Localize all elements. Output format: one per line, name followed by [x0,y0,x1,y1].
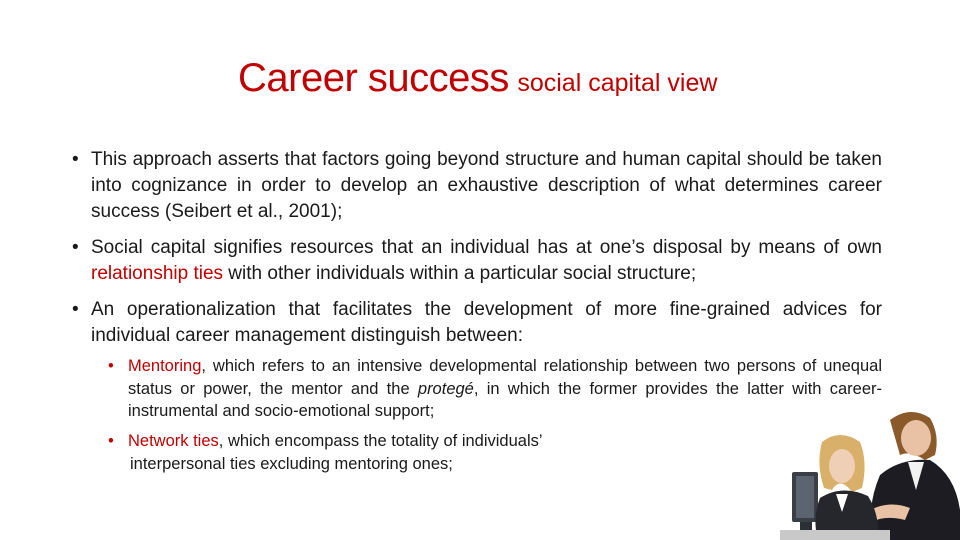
network-text-2: interpersonal ties excluding mentoring ones; [130,454,453,473]
mentoring-text-1: , which refers to an intensive developmental relationship between two persons of unequal status or power, the mentor and the [128,357,882,398]
protege-italic: protegé [417,379,474,398]
bullet-dot: • [72,149,79,170]
monitor-screen [796,476,814,518]
network-text-1: , which encompass the totality of individuals’ [218,432,543,450]
bullet-approach [72,147,882,225]
sub-bullet-text [128,430,668,475]
office-workers-illustration [740,380,960,540]
bullet-text [91,235,882,287]
standing-woman-face [901,420,931,456]
sub-bullet-dot: • [108,432,114,450]
monitor-stand [800,522,812,530]
bullet-text: This approach asserts that factors going beyond structure and human capital should be taken into cognizance in order to develop an exhaustive description of what determines career success (Seibert et al., 2001); [91,149,882,222]
highlight-mentoring: Mentoring [128,357,202,375]
title-subtitle: social capital view [517,69,718,97]
bullet-social-capital [72,235,882,287]
seated-woman-face [829,449,855,483]
bullet-dot: • [72,237,79,258]
sub-bullet-dot: • [108,357,114,375]
bullet-text-before: Social capital signifies resources that an individual has at one’s disposal by means of own [91,237,882,258]
mentoring-text-2: , in which the former provides the latter with career-instrumental and socio-emotional support; [128,379,883,420]
desk [780,530,890,540]
slide-title [238,56,717,101]
bullet-dot: • [72,299,79,320]
highlight-relationship-ties: relationship ties [91,263,224,284]
bullet-operationalization [72,297,882,349]
highlight-network-ties: Network ties [128,432,219,450]
bullet-text: An operationalization that facilitates the development of more fine-grained advices for individual career management distinguish between: [91,299,882,346]
title-main: Career success [238,56,509,100]
bullet-text-after: with other individuals within a particular social structure; [223,263,697,284]
sub-bullet-network-ties [108,430,668,475]
